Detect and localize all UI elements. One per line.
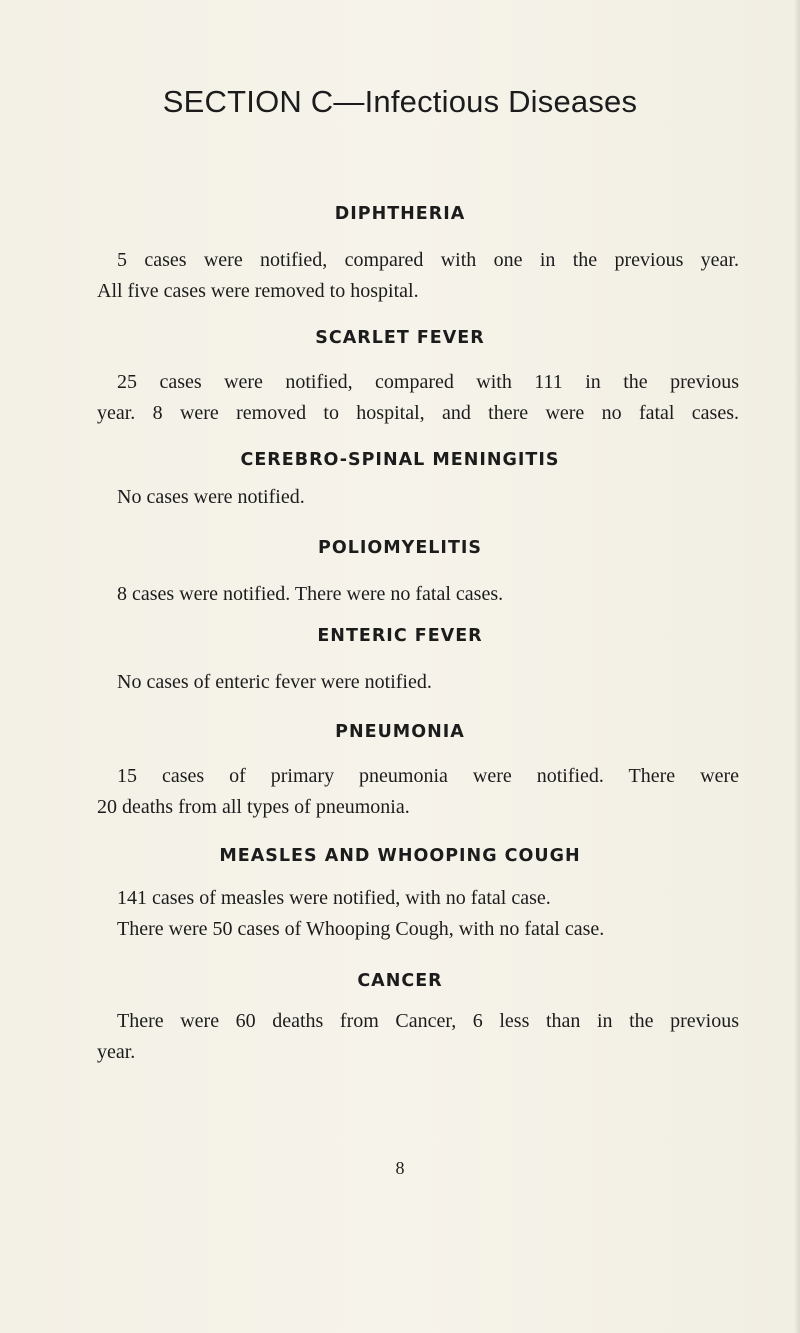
- paragraph-line: 20 deaths from all types of pneumonia.: [97, 796, 410, 818]
- heading-cerebro-spinal-meningitis: CEREBRO-SPINAL MENINGITIS: [240, 450, 560, 470]
- paragraph-scarlet-fever: [97, 367, 739, 429]
- heading-pneumonia: PNEUMONIA: [335, 722, 465, 742]
- heading-poliomyelitis: POLIOMYELITIS: [318, 538, 482, 558]
- paragraph-line: year. 8 were removed to hospital, and there were no fatal cases.: [97, 402, 739, 424]
- paragraph-line: 8 cases were notified. There were no fatal cases.: [117, 583, 504, 605]
- paragraph-line: 5 cases were notified, compared with one in the previous year.: [117, 249, 739, 271]
- page-number: 8: [395, 1158, 405, 1178]
- paragraph-poliomyelitis: [97, 579, 739, 610]
- page-edge-shadow: [794, 0, 800, 1333]
- heading-enteric-fever: ENTERIC FEVER: [317, 626, 483, 646]
- paragraph-line: All five cases were removed to hospital.: [97, 280, 419, 302]
- heading-cancer: CANCER: [357, 971, 443, 991]
- paragraph-measles-whooping-cough: [97, 883, 739, 945]
- paragraph-line: There were 60 deaths from Cancer, 6 less than in the previous: [117, 1010, 739, 1032]
- section-title: SECTION C—Infectious Diseases: [162, 84, 638, 119]
- paragraph-line: 141 cases of measles were notified, with no fatal case.: [117, 887, 551, 909]
- paragraph-enteric-fever: [97, 667, 739, 698]
- paragraph-line: year.: [97, 1041, 136, 1063]
- heading-diphtheria: DIPHTHERIA: [334, 204, 466, 224]
- paragraph-cerebro-spinal-meningitis: [97, 482, 739, 513]
- paragraph-cancer: [97, 1006, 739, 1068]
- paragraph-line: 15 cases of primary pneumonia were notified. There were: [117, 765, 739, 787]
- heading-scarlet-fever: SCARLET FEVER: [315, 328, 485, 348]
- paragraph-pneumonia: [97, 761, 739, 823]
- paragraph-diphtheria: [97, 245, 739, 307]
- paragraph-line: There were 50 cases of Whooping Cough, with no fatal case.: [117, 918, 605, 940]
- paragraph-line: No cases were notified.: [117, 486, 305, 508]
- paragraph-line: No cases of enteric fever were notified.: [117, 671, 432, 693]
- heading-measles-whooping-cough: MEASLES AND WHOOPING COUGH: [219, 846, 581, 866]
- paragraph-line: 25 cases were notified, compared with 111 in the previous: [117, 371, 739, 393]
